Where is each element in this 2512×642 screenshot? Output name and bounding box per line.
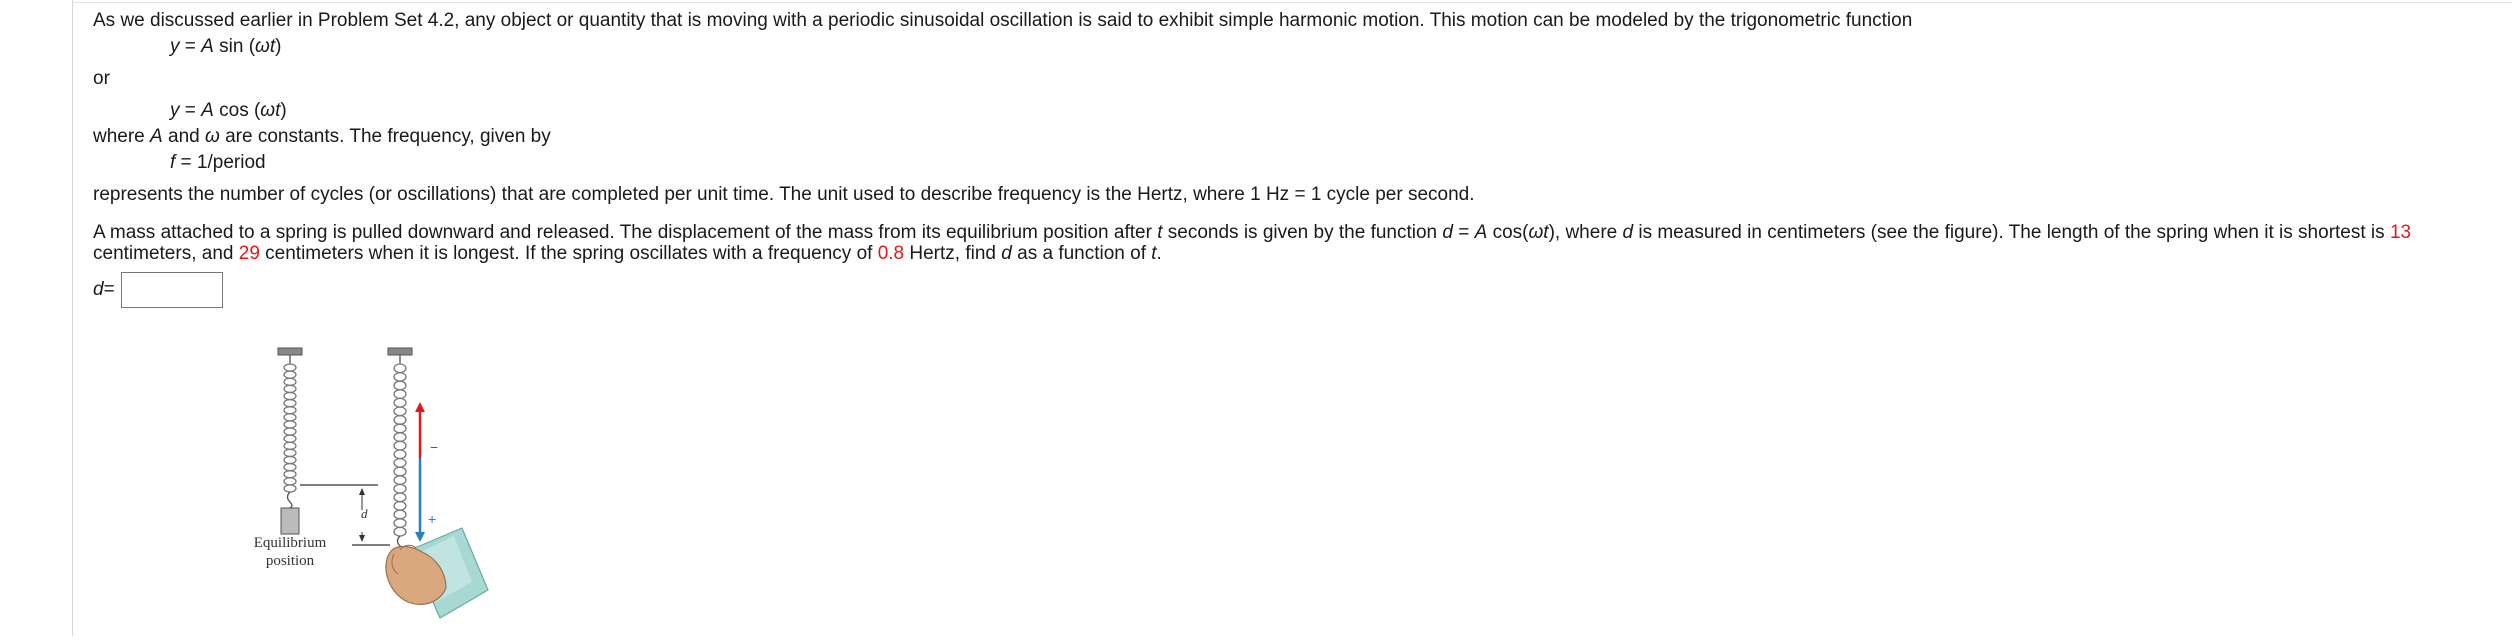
spring-coil bbox=[394, 381, 406, 390]
intro-text: As we discussed earlier in Problem Set 4.2, any object or quantity that is moving with a periodic sinusoidal oscillation is said to exhibit simple harmonic motion. This motion can be modeled by the trigonometric function bbox=[93, 10, 1913, 31]
right-spring bbox=[388, 348, 412, 552]
answer-input[interactable] bbox=[121, 272, 223, 308]
spring-coil bbox=[284, 485, 296, 492]
spring-coil bbox=[394, 441, 406, 450]
spring-coil bbox=[394, 476, 406, 485]
right-ceiling-mount bbox=[388, 348, 412, 355]
longest-length: 29 bbox=[238, 243, 260, 264]
minus-sign: − bbox=[430, 439, 439, 455]
spring-coil bbox=[394, 373, 406, 382]
spring-coil bbox=[394, 484, 406, 493]
spring-coil bbox=[284, 471, 296, 478]
spring-coil bbox=[284, 407, 296, 414]
hertz-definition: represents the number of cycles (or oscillations) that are completed per unit time. The unit used to describe frequency is the Hertz, where 1 Hz = 1 cycle per second. bbox=[93, 184, 1475, 205]
frequency-value: 0.8 bbox=[877, 243, 905, 264]
problem-content bbox=[93, 8, 2503, 308]
spring-diagram bbox=[240, 340, 510, 636]
spring-coil bbox=[284, 464, 296, 471]
spring-coil bbox=[284, 371, 296, 378]
spring-coil bbox=[394, 527, 406, 536]
spring-coil bbox=[394, 390, 406, 399]
plus-sign: + bbox=[428, 511, 437, 527]
spring-coil bbox=[284, 392, 296, 399]
left-spring bbox=[278, 348, 302, 534]
spring-coil bbox=[284, 449, 296, 456]
shortest-length: 13 bbox=[2389, 222, 2412, 243]
spring-coil bbox=[394, 493, 406, 502]
answer-variable: d bbox=[93, 279, 104, 300]
spring-coil bbox=[394, 416, 406, 425]
spring-coil bbox=[394, 459, 406, 468]
spring-coil bbox=[394, 398, 406, 407]
hand-icon bbox=[386, 528, 488, 618]
spring-problem-text: A mass attached to a spring is pulled downward and released. The displacement of the mass from its equilibrium position after t seconds is given by the function d = A cos(ωt), where d is measured in centimeters (see the figure). The length of the spring when it is shortest is 13 centimeters, and 29 centimeters when it is longest. If the spring oscillates with a frequency of 0.8 Hertz, find d as a function of t. bbox=[93, 222, 2412, 264]
top-border bbox=[72, 2, 2512, 3]
spring-coil bbox=[394, 467, 406, 476]
spring-coil bbox=[394, 450, 406, 459]
spring-coil bbox=[284, 421, 296, 428]
spring-coil bbox=[284, 378, 296, 385]
spring-coil bbox=[284, 414, 296, 421]
spring-coil bbox=[394, 519, 406, 528]
spring-coil bbox=[394, 510, 406, 519]
spring-coil bbox=[284, 456, 296, 463]
equation-cosine: y = A cos (ωt) bbox=[170, 100, 287, 121]
spring-coil bbox=[394, 407, 406, 416]
spring-coil bbox=[284, 364, 296, 371]
or-text: or bbox=[93, 68, 110, 89]
spring-coil bbox=[394, 433, 406, 442]
d-label: d bbox=[361, 506, 368, 521]
direction-arrows bbox=[415, 402, 438, 542]
spring-coil bbox=[284, 400, 296, 407]
displacement-indicator bbox=[352, 488, 390, 545]
mass-block bbox=[281, 508, 299, 534]
spring-coil bbox=[394, 502, 406, 511]
spring-coil bbox=[284, 385, 296, 392]
spring-figure bbox=[240, 340, 510, 636]
spring-coil bbox=[284, 478, 296, 485]
frequency-equation: f = 1/period bbox=[170, 152, 266, 173]
spring-coil bbox=[284, 428, 296, 435]
spring-coil bbox=[284, 442, 296, 449]
constants-text: where A and ω are constants. The frequency, given by bbox=[93, 126, 551, 147]
left-ceiling-mount bbox=[278, 348, 302, 355]
left-hook bbox=[288, 492, 293, 508]
spring-coil bbox=[394, 364, 406, 373]
answer-row: d = bbox=[93, 272, 2503, 308]
equation-sine: y = A sin (ωt) bbox=[170, 36, 282, 57]
spring-coil bbox=[284, 435, 296, 442]
equilibrium-label: Equilibrium position bbox=[253, 535, 327, 569]
spring-coil bbox=[394, 424, 406, 433]
left-border bbox=[72, 0, 73, 636]
